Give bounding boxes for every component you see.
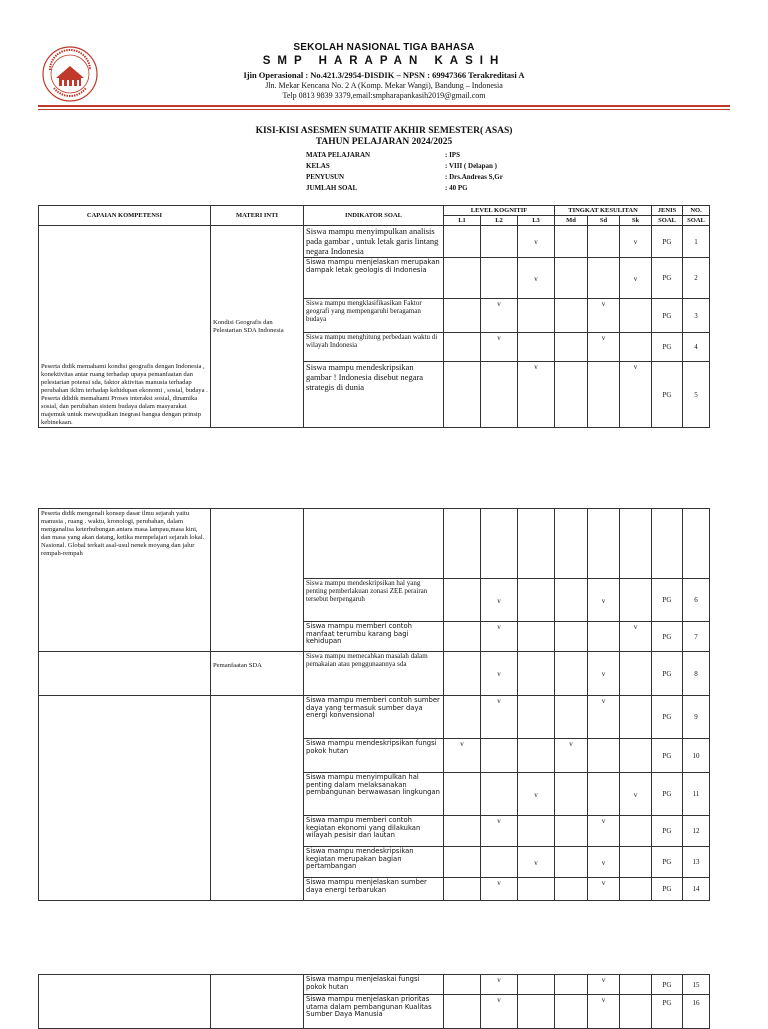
- mark-l1: [444, 696, 481, 739]
- mark-l1: [444, 878, 481, 901]
- indikator-cell-empty: [304, 509, 444, 579]
- materi-cell-empty: [211, 509, 304, 652]
- mark-l2: v: [481, 975, 518, 995]
- header-rule-thin: [38, 109, 730, 110]
- mark-sk: v: [620, 773, 652, 816]
- header-l3: L3: [518, 216, 555, 226]
- meta-value: : IPS: [445, 151, 460, 159]
- mark-sk: [620, 333, 652, 362]
- no-cell: 7: [683, 622, 710, 652]
- mark-l1: [444, 226, 481, 258]
- mark-l1: v: [444, 739, 481, 773]
- meta-row: [306, 151, 606, 161]
- mark-sd: v: [588, 995, 620, 1029]
- mark-sd: v: [588, 579, 620, 622]
- mark-l1: [444, 362, 481, 428]
- materi-text: Kondisi Geografis dan Pelestarian SDA Indonesia: [213, 318, 284, 334]
- mark-md: [555, 847, 588, 878]
- mark-l2: [481, 739, 518, 773]
- mark-sd: [588, 362, 620, 428]
- mark-l3: [518, 696, 555, 739]
- mark-md: [555, 652, 588, 696]
- indikator-cell: [304, 995, 444, 1029]
- meta-value: : VIII ( Delapan ): [445, 162, 497, 170]
- materi-cell: [211, 226, 304, 428]
- no-cell: 11: [683, 773, 710, 816]
- indikator-text: Siswa mampu memecahkan masalah dalam pemakaian atau penggunaannya sda: [306, 652, 428, 668]
- mark-l3: [518, 652, 555, 696]
- indikator-cell: [304, 299, 444, 333]
- indikator-text: Siswa mampu memberi contoh kegiatan ekonomi yang dilakukan wilayah pesisir dan lautan: [306, 816, 421, 840]
- license-line: Ijin Operasional : No.421.3/2954-DISDIK – NPSN : 69947366 Terakreditasi A: [243, 70, 525, 80]
- no-cell: 12: [683, 816, 710, 847]
- no-cell: 1: [683, 226, 710, 258]
- mark-l2: v: [481, 995, 518, 1029]
- mark-sd: [588, 226, 620, 258]
- mark-sd: [588, 773, 620, 816]
- header-jenis: JENIS: [652, 206, 683, 216]
- jenis-cell: PG: [652, 995, 683, 1029]
- header-l1: L1: [444, 216, 481, 226]
- mark-l1: [444, 652, 481, 696]
- mark-l2: [481, 258, 518, 299]
- meta-key: PENYUSUN: [306, 173, 345, 181]
- indikator-cell: [304, 773, 444, 816]
- capaian-text: Peserta didik memahami kondisi geografis dengan Indonesia , konektivitas antar ruang terhadap upaya pemanfaatan dan pelestarian potensi sda, faktor aktivitas manusia terhadap perubahan iklim terhadap kehidupan ekonomi , sosial, budaya . Peserta ddidik memahami Proses interaksi sosial, dinamika sosial, dan perubahan sistem budaya dalam masyarakat majemuk untuk mewujudkan inegrasi bangsa dengan prinsip kebinekaan.: [41, 363, 208, 426]
- mark-l1: [444, 622, 481, 652]
- mark-md: v: [555, 739, 588, 773]
- empty-cell: [683, 509, 710, 579]
- mark-l3: v: [518, 773, 555, 816]
- jenis-cell: PG: [652, 652, 683, 696]
- indikator-cell: [304, 696, 444, 739]
- indikator-cell: [304, 622, 444, 652]
- mark-sd: v: [588, 816, 620, 847]
- indikator-cell: [304, 975, 444, 995]
- mark-l1: [444, 975, 481, 995]
- materi-text: Pemanfaatan SDA: [213, 662, 262, 669]
- jenis-cell: PG: [652, 622, 683, 652]
- indikator-text: Siswa mampu mendeskripsikan fungsi pokok hutan: [306, 739, 437, 755]
- mark-md: [555, 773, 588, 816]
- mark-md: [555, 995, 588, 1029]
- mark-l3: v: [518, 362, 555, 428]
- mark-sk: [620, 816, 652, 847]
- jenis-cell: PG: [652, 579, 683, 622]
- no-cell: 4: [683, 333, 710, 362]
- indikator-text: Siswa mampu mengklasifikasikan Faktor geografi yang mempengaruhi beragaman budaya: [306, 299, 422, 324]
- jenis-cell: PG: [652, 773, 683, 816]
- mark-l3: [518, 995, 555, 1029]
- jenis-cell: PG: [652, 333, 683, 362]
- indikator-cell: [304, 579, 444, 622]
- meta-key: MATA PELAJARAN: [306, 151, 371, 159]
- mark-l1: [444, 333, 481, 362]
- indikator-cell: [304, 816, 444, 847]
- indikator-cell: [304, 878, 444, 901]
- header-rule-thick: [38, 105, 730, 107]
- header-indikator: INDIKATOR SOAL: [304, 206, 444, 226]
- mark-l1: [444, 847, 481, 878]
- doc-year: TAHUN PELAJARAN 2024/2025: [315, 137, 453, 147]
- empty-cell: [444, 509, 481, 579]
- indikator-text: Siswa mampu menjelaskai fungsi pokok hutan: [306, 975, 420, 991]
- mark-l1: [444, 816, 481, 847]
- meta-row: [306, 184, 606, 194]
- no-cell: 14: [683, 878, 710, 901]
- indikator-text: Siswa mampu mendeskripsikan kegiatan merupakan bagian pertambangan: [306, 847, 414, 871]
- empty-cell: [481, 509, 518, 579]
- mark-l2: [481, 773, 518, 816]
- mark-sd: v: [588, 847, 620, 878]
- mark-l1: [444, 258, 481, 299]
- mark-sk: [620, 975, 652, 995]
- mark-md: [555, 579, 588, 622]
- mark-sk: v: [620, 258, 652, 299]
- mark-l2: v: [481, 816, 518, 847]
- mark-l2: v: [481, 333, 518, 362]
- mark-l3: [518, 579, 555, 622]
- no-cell: 13: [683, 847, 710, 878]
- indikator-text: Siswa mampu menyimpulkan analisis pada gambar , untuk letak garis lintang negara Indonesia: [306, 226, 439, 256]
- mark-l2: v: [481, 299, 518, 333]
- mark-sd: v: [588, 696, 620, 739]
- jenis-cell: PG: [652, 878, 683, 901]
- meta-key: KELAS: [306, 162, 330, 170]
- mark-l1: [444, 579, 481, 622]
- school-name: SMP HARAPAN KASIH: [262, 55, 506, 67]
- mark-sk: [620, 299, 652, 333]
- jenis-cell: PG: [652, 696, 683, 739]
- indikator-cell: [304, 258, 444, 299]
- jenis-cell: PG: [652, 975, 683, 995]
- mark-l1: [444, 299, 481, 333]
- mark-l1: [444, 773, 481, 816]
- mark-l3: [518, 878, 555, 901]
- mark-sd: v: [588, 299, 620, 333]
- mark-l3: [518, 333, 555, 362]
- indikator-text: Siswa mampu menjelaskan sumber daya energi terbarukan: [306, 878, 427, 894]
- capaian-cell-empty: [39, 696, 211, 901]
- capaian-text: Peserta didik mengenali konsep dasar ilmu sejarah yaitu manusia , ruang . waktu, kronologi, perubahan, dalam menganalisa keterhubungan antara masa lampau,masa kini, dan masa yang akan datang, ketika mempelajari sejarah lokal. Nasional. Global terkait asal-usul nenek moyang dan jalur rempah-rempah: [41, 510, 205, 557]
- mark-sd: [588, 622, 620, 652]
- indikator-cell: [304, 333, 444, 362]
- empty-cell: [588, 509, 620, 579]
- mark-l3: v: [518, 847, 555, 878]
- mark-l2: v: [481, 652, 518, 696]
- indikator-text: Siswa mampu menjelaskan prioritas utama dalam pembangunan Kualitas Sumber Daya Manusia: [306, 995, 432, 1019]
- indikator-cell: [304, 739, 444, 773]
- mark-sk: [620, 995, 652, 1029]
- meta-row: [306, 173, 606, 183]
- mark-l3: [518, 739, 555, 773]
- mark-md: [555, 299, 588, 333]
- no-cell: 10: [683, 739, 710, 773]
- jenis-cell: PG: [652, 258, 683, 299]
- mark-md: [555, 878, 588, 901]
- mark-sd: v: [588, 878, 620, 901]
- mark-md: [555, 258, 588, 299]
- mark-sk: v: [620, 622, 652, 652]
- mark-sk: [620, 652, 652, 696]
- mark-md: [555, 333, 588, 362]
- indikator-cell: [304, 847, 444, 878]
- header-tingkat: TINGKAT KESULITAN: [555, 206, 652, 216]
- mark-sd: v: [588, 975, 620, 995]
- no-cell: 3: [683, 299, 710, 333]
- header-sd: Sd: [588, 216, 620, 226]
- kisi-table-page1: [38, 205, 710, 428]
- doc-title: KISI-KISI ASESMEN SUMATIF AKHIR SEMESTER( ASAS): [255, 126, 513, 136]
- mark-md: [555, 696, 588, 739]
- header-materi: MATERI INTI: [211, 206, 304, 226]
- indikator-text: Siswa mampu memberi contoh sumber daya yang termasuk sumber daya energi konvensional: [306, 696, 440, 720]
- kisi-table-page2: [38, 508, 710, 901]
- capaian-cell-empty: [39, 652, 211, 696]
- empty-cell: [652, 509, 683, 579]
- mark-sd: [588, 258, 620, 299]
- mark-l3: [518, 299, 555, 333]
- header-no: NO.: [683, 206, 710, 216]
- mark-l3: [518, 975, 555, 995]
- mark-md: [555, 622, 588, 652]
- mark-sk: [620, 847, 652, 878]
- jenis-cell: PG: [652, 299, 683, 333]
- no-cell: 6: [683, 579, 710, 622]
- mark-l1: [444, 995, 481, 1029]
- indikator-text: Siswa mampu menjelaskan merupakan dampak letak geologis di Indonesia: [306, 258, 440, 275]
- no-cell: 8: [683, 652, 710, 696]
- mark-l2: v: [481, 878, 518, 901]
- indikator-text: Siswa mampu memberi contoh manfaat terumbu karang bagi kehidupan: [306, 622, 412, 646]
- mark-l2: v: [481, 622, 518, 652]
- header-l2: L2: [481, 216, 518, 226]
- mark-sd: v: [588, 652, 620, 696]
- mark-md: [555, 975, 588, 995]
- school-label: SEKOLAH NASIONAL TIGA BAHASA: [293, 42, 475, 53]
- empty-cell: [620, 509, 652, 579]
- header-md: Md: [555, 216, 588, 226]
- empty-cell: [555, 509, 588, 579]
- capaian-cell-empty: [39, 975, 211, 1029]
- indikator-cell: [304, 652, 444, 696]
- mark-sk: [620, 579, 652, 622]
- indikator-cell: [304, 226, 444, 258]
- mark-l3: v: [518, 258, 555, 299]
- mark-l2: [481, 226, 518, 258]
- mark-l3: v: [518, 226, 555, 258]
- address-line: Jln. Mekar Kencana No. 2 A (Komp. Mekar Wangi), Bandung – Indonesia: [265, 81, 503, 90]
- meta-row: [306, 162, 606, 172]
- no-cell: 9: [683, 696, 710, 739]
- indikator-cell: [304, 362, 444, 428]
- materi-cell-empty: [211, 975, 304, 1029]
- empty-cell: [518, 509, 555, 579]
- mark-md: [555, 362, 588, 428]
- mark-sd: v: [588, 333, 620, 362]
- contact-line: Telp 0813 9839 3379,email:smpharapankasih2019@gmail.com: [282, 91, 486, 100]
- materi-cell: [211, 652, 304, 696]
- mark-md: [555, 816, 588, 847]
- indikator-text: Siswa mampu mendeskripsikan gambar ! Indonesia disebut negara strategis di dunia: [306, 362, 424, 393]
- mark-l3: [518, 622, 555, 652]
- meta-value: : Drs.Andreas S,Gr: [445, 173, 503, 181]
- mark-sk: [620, 878, 652, 901]
- jenis-cell: PG: [652, 226, 683, 258]
- mark-sk: v: [620, 362, 652, 428]
- capaian-cell: [39, 509, 211, 652]
- mark-md: [555, 226, 588, 258]
- indikator-text: Siswa mampu menyimpulkan hal penting dalam melaksanakan pembangunan berwawasan lingkungan: [306, 773, 440, 797]
- header-level: LEVEL KOGNITIF: [444, 206, 555, 216]
- jenis-cell: PG: [652, 847, 683, 878]
- materi-cell-empty: [211, 696, 304, 901]
- mark-sk: [620, 696, 652, 739]
- no-cell: 15: [683, 975, 710, 995]
- jenis-cell: PG: [652, 739, 683, 773]
- header-sk: Sk: [620, 216, 652, 226]
- capaian-cell: [39, 226, 211, 428]
- indikator-text: Siswa mampu mendeskripsikan hal yang penting pemberlakuan zonasi ZEE perairan tersebut berpengaruh: [306, 579, 428, 603]
- header-no-soal: SOAL: [683, 216, 710, 226]
- header-capaian: CAPAIAN KOMPETENSI: [39, 206, 211, 226]
- mark-l2: [481, 362, 518, 428]
- mark-l2: v: [481, 579, 518, 622]
- meta-value: : 40 PG: [445, 184, 468, 192]
- no-cell: 16: [683, 995, 710, 1029]
- header-jenis-soal: SOAL: [652, 216, 683, 226]
- meta-key: JUMLAH SOAL: [306, 184, 358, 192]
- mark-sd: [588, 739, 620, 773]
- mark-l2: v: [481, 696, 518, 739]
- mark-sk: v: [620, 226, 652, 258]
- kisi-table-page3: [38, 974, 710, 1029]
- mark-sk: [620, 739, 652, 773]
- mark-l2: [481, 847, 518, 878]
- mark-l3: [518, 816, 555, 847]
- no-cell: 2: [683, 258, 710, 299]
- indikator-text: Siswa mampu menghitung perbedaan waktu di wilayah Indonesia: [306, 333, 438, 350]
- jenis-cell: PG: [652, 816, 683, 847]
- jenis-cell: PG: [652, 362, 683, 428]
- no-cell: 5: [683, 362, 710, 428]
